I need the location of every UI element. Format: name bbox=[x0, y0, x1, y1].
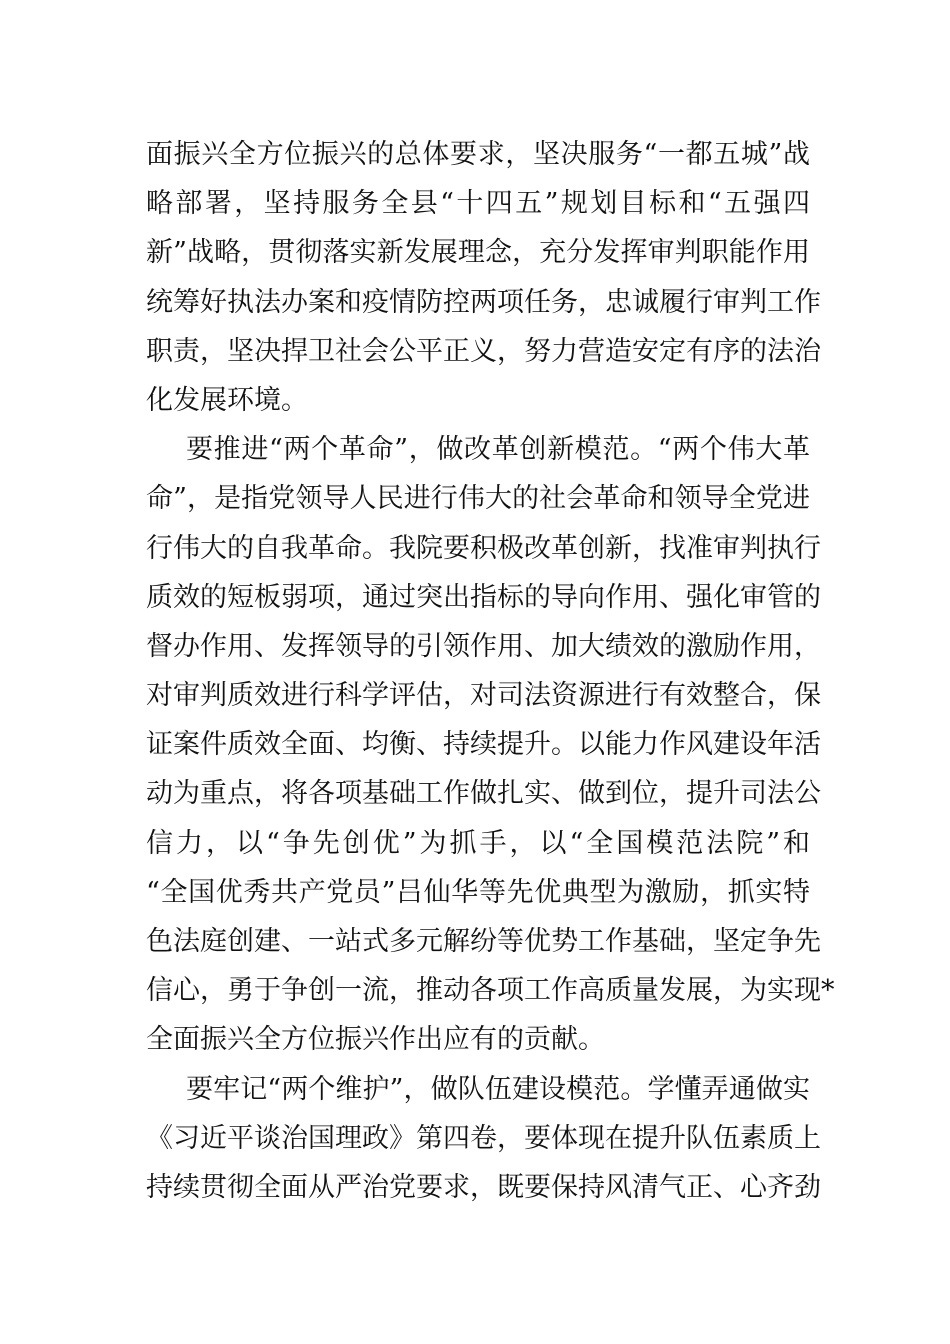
text-line: 色法庭创建、一站式多元解纷等优势工作基础，坚定争先 bbox=[146, 926, 821, 957]
text-line: 统筹好执法办案和疫情防控两项任务，忠诚履行审判工作 bbox=[146, 286, 821, 318]
paragraph bbox=[146, 425, 835, 1064]
text-line: 信心，勇于争创一流，推动各项工作高质量发展，为实现* bbox=[146, 975, 835, 1007]
text-line: 证案件质效全面、均衡、持续提升。以能力作风建设年活 bbox=[146, 729, 821, 761]
text-line: 信力，以“争先创优”为抓手，以“全国模范法院”和 bbox=[146, 827, 810, 859]
text-line: 化发展环境。 bbox=[146, 384, 308, 416]
text-line: 全面振兴全方位振兴作出应有的贡献。 bbox=[146, 1024, 605, 1056]
paragraph bbox=[146, 130, 821, 425]
text-line: 职责，坚决捍卫社会公平正义，努力营造安定有序的法治 bbox=[146, 335, 821, 367]
text-line: 行伟大的自我革命。我院要积极改革创新，找准审判执行 bbox=[146, 532, 821, 564]
text-line: 《习近平谈治国理政》第四卷，要体现在提升队伍素质上 bbox=[146, 1122, 821, 1154]
text-line: 略部署，坚持服务全县“十四五”规划目标和“五强四 bbox=[146, 188, 810, 220]
text-line: 动为重点，将各项基础工作做扎实、做到位，提升司法公 bbox=[146, 778, 821, 810]
paragraph bbox=[146, 1065, 821, 1213]
text-line: 新”战略，贯彻落实新发展理念，充分发挥审判职能作用 bbox=[146, 237, 810, 269]
text-line: 对审判质效进行科学评估，对司法资源进行有效整合，保 bbox=[146, 680, 821, 712]
text-line: 质效的短板弱项，通过突出指标的导向作用、强化审管的 bbox=[146, 581, 821, 613]
body-text bbox=[146, 130, 835, 1212]
text-line: 命”，是指党领导人民进行伟大的社会革命和领导全党进 bbox=[146, 483, 810, 515]
text-line: 要牢记“两个维护”，做队伍建设模范。学懂弄通做实 bbox=[186, 1073, 810, 1105]
text-line: 面振兴全方位振兴的总体要求，坚决服务“一都五城”战 bbox=[146, 139, 810, 170]
text-line: 要推进“两个革命”，做改革创新模范。“两个伟大革 bbox=[186, 434, 810, 466]
text-line: “全国优秀共产党员”吕仙华等先优典型为激励，抓实特 bbox=[146, 876, 810, 908]
text-line: 持续贯彻全面从严治党要求，既要保持风清气正、心齐劲 bbox=[146, 1171, 821, 1203]
text-line: 督办作用、发挥领导的引领作用、加大绩效的激励作用， bbox=[146, 630, 821, 662]
